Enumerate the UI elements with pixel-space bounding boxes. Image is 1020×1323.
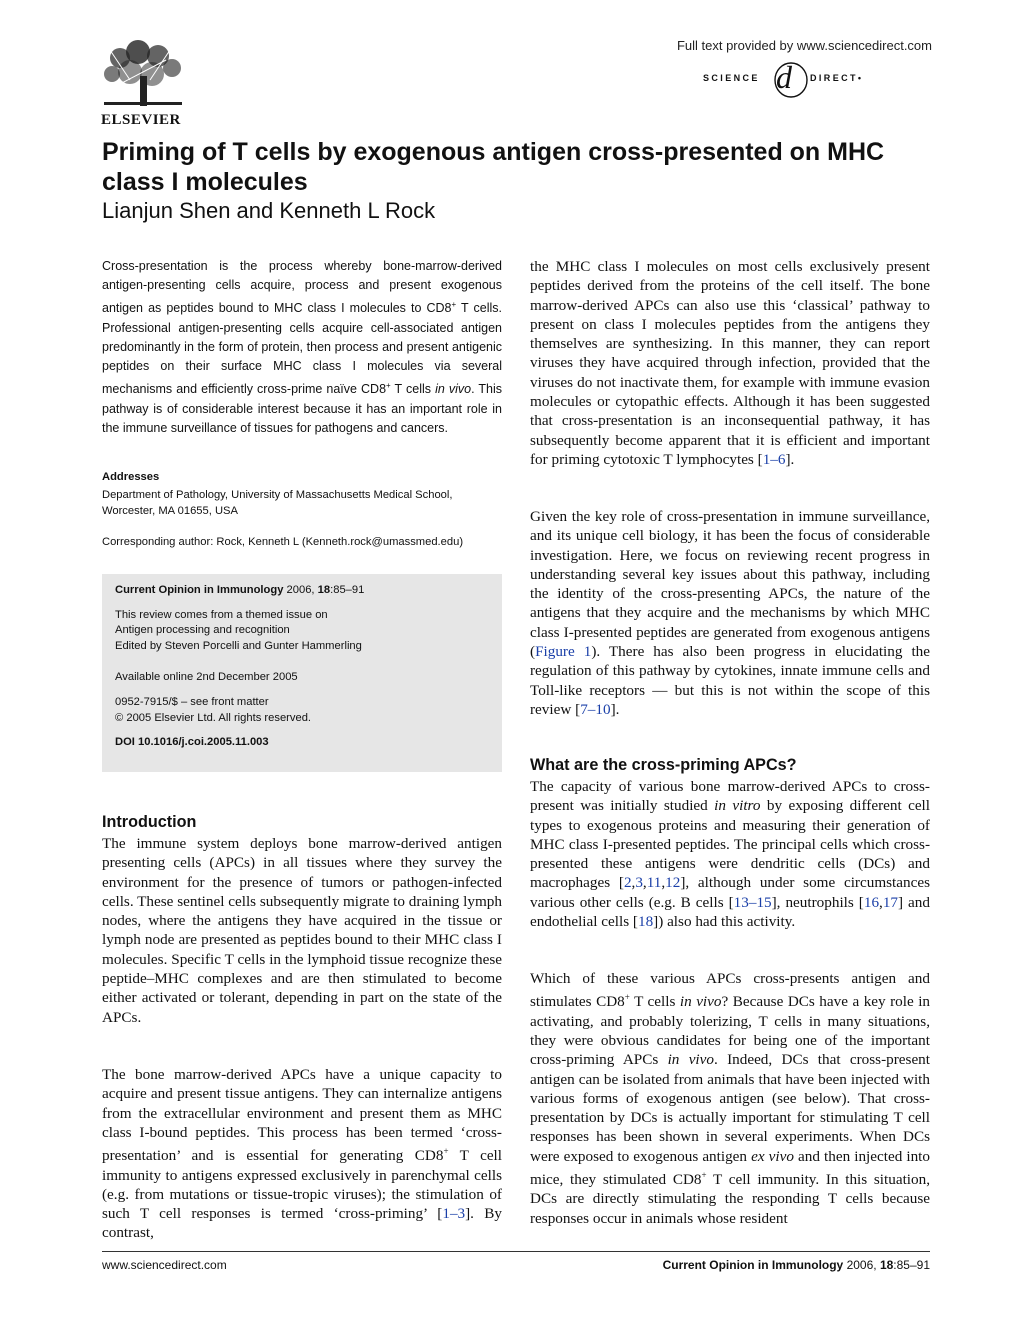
- available-online: Available online 2nd December 2005: [115, 671, 298, 684]
- ref-link[interactable]: 7–10: [580, 700, 611, 718]
- abstract: Cross-presentation is the process whereby bone-marrow-derived antigen-presenting cells acquire, process and present exogenous antigen as peptides bound to MHC class I molecules to CD8+ T cells. Professional antigen-presenting cells acquire cell-associated antigen predominantly in the form of protein, then process and present antigenic peptides on their surface MHC class I molecules via several mechanisms and efficiently cross-prime naïve CD8+ T cells in vivo. This pathway is of considerable interest because it has an important role in the immune surveillance of tissues for pathogens and cancers.: [102, 259, 502, 435]
- editors: Edited by Steven Porcelli and Gunter Hammerling: [115, 639, 362, 652]
- ref-link[interactable]: 11: [646, 874, 662, 892]
- ref-link[interactable]: 17: [882, 893, 899, 911]
- intro-paragraph-1: The immune system deploys bone marrow-derived antigen presenting cells (APCs) in all tissues where they survey the environment for the presence of tumors or pathogen-infected cells. These sentinel cells subsequently migrate to draining lymph nodes, where the antigens they have acquired in the tissue or lymph node are presented as peptides bound to their MHC class I molecules. Specific T cells in the lymphoid tissue recognize these peptide–MHC complexes and are then stimulated to become either activated or tolerant, depending in part on the state of the APCs.: [102, 835, 502, 1026]
- figure-link[interactable]: Figure 1: [535, 643, 592, 661]
- intro-heading: Introduction: [102, 813, 197, 831]
- ref-link[interactable]: 16: [863, 893, 880, 911]
- corresponding-author: Corresponding author: Rock, Kenneth L (Kenneth.rock@umassmed.edu): [102, 536, 464, 548]
- right-paragraph-2: Given the key role of cross-presentation in immune surveillance, and its unique cell biology, it has been the focus of considerable investigation. Here, we focus on reviewing recent progress in understanding several key issues about this pathway, including the identity of the cross-presenting APCs, the nature of the antigens that they acquire and the mechanisms by which MHC class I-presented peptides are generated from exogenous antigens (Figure 1). There has also been progress in elucidating the regulation of this pathway by cytokines, innate immune cells and Toll-like receptors — but this is not within the scope of this review [7–10].: [530, 508, 930, 718]
- article-authors: Lianjun Shen and Kenneth L Rock: [102, 198, 436, 223]
- footer-citation: Current Opinion in Immunology 2006, 18:85–91: [662, 1258, 930, 1272]
- sciencedirect-logo-left: SCIENCE: [703, 73, 760, 83]
- apc-heading: What are the cross-priming APCs?: [530, 756, 797, 774]
- sciencedirect-circle-icon: [772, 60, 810, 100]
- ref-link[interactable]: 1–6: [762, 450, 786, 468]
- theme-line: This review comes from a themed issue on: [115, 608, 328, 621]
- issn: 0952-7915/$ – see front matter: [115, 695, 269, 708]
- sciencedirect-logo-right: DIRECT•: [810, 73, 864, 83]
- article-title: Priming of T cells by exogenous antigen cross-presented on MHC class I molecules: [102, 138, 885, 196]
- fulltext-notice[interactable]: Full text provided by www.sciencedirect.com: [676, 38, 932, 53]
- sciencedirect-logo-icon: d: [776, 59, 792, 95]
- info-box: [102, 574, 502, 772]
- publisher-wordmark: ELSEVIER: [101, 112, 181, 128]
- intro-paragraph-2: The bone marrow-derived APCs have a unique capacity to acquire and present tissue antigens. They can internalize antigens from the extracellular environment and present them as MHC class I-bound peptides. This process has been termed ‘cross-presentation’ and is essential for generating CD8+ T cell immunity to antigens expressed exclusively in parenchymal cells (e.g. from mutations or tissue-tropic viruses); the stimulation of such T cell responses is termed ‘cross-priming’ [1–3]. By contrast,: [102, 1066, 503, 1242]
- doi[interactable]: DOI 10.1016/j.coi.2005.11.003: [115, 736, 269, 749]
- ref-link[interactable]: 2: [623, 874, 632, 892]
- apc-paragraph-1: The capacity of various bone marrow-derived APCs to cross-present was initially studied in vitro by exposing different cell types to exogenous proteins and measuring their generation of MHC class I-presented peptides. The principal cells which cross-presented these antigens were dendritic cells (DCs) and macrophages [2,3,11,12], although under some circumstances various other cells (e.g. B cells [13–15], neutrophils [16,17] and endothelial cells [18]) also had this activity.: [530, 778, 930, 931]
- ref-link[interactable]: 18: [637, 913, 654, 931]
- ref-link[interactable]: 12: [665, 874, 681, 892]
- addresses-heading: Addresses: [102, 471, 160, 483]
- right-paragraph-1: the MHC class I molecules on most cells exclusively present peptides derived from the proteins of the cell itself. The bone marrow-derived APCs can also use this ‘classical’ pathway to present on class I molecules peptides from the antigens they themselves are synthesizing. In this manner, they can report viruses they have acquired through infection, provided that the viruses do not inactivate them, for example with immune evasion molecules or cytopathic effects. Although it has been suggested that cross-presentation is an inconsequential pathway, it has subsequently become apparent that it is efficient and important for priming cytotoxic T lymphocytes [1–6].: [530, 258, 930, 468]
- theme-name: Antigen processing and recognition: [115, 624, 290, 637]
- address: Department of Pathology, University of Massachusetts Medical School, Worcester, MA 01655, USA: [102, 489, 453, 517]
- journal-citation: Current Opinion in Immunology 2006, 18:85–91: [115, 584, 365, 596]
- ref-link[interactable]: 13–15: [733, 893, 772, 911]
- copyright: © 2005 Elsevier Ltd. All rights reserved.: [115, 711, 312, 724]
- ref-link[interactable]: 3: [635, 874, 643, 892]
- apc-paragraph-2: Which of these various APCs cross-presents antigen and stimulates CD8+ T cells in vivo? Because DCs have a key role in activating, and probably tolerizing, T cells in many situations, they were obvious candidates for being one of the important cross-priming APCs in vivo. Indeed, DCs that cross-present antigen can be isolated from animals that have been injected with various forms of exogenous antigen (see below). That cross-presentation by DCs is actually important for stimulating T cell responses has been shown in several experiments. When DCs were exposed to exogenous antigen ex vivo and then injected into mice, they stimulated CD8+ T cell immunity. In this situation, DCs are directly stimulating the responding T cells because responses occur in animals whose resident: [530, 970, 931, 1227]
- footer-website[interactable]: www.sciencedirect.com: [102, 1258, 227, 1272]
- footer-rule: [102, 1251, 930, 1252]
- ref-link[interactable]: 1–3: [442, 1205, 466, 1223]
